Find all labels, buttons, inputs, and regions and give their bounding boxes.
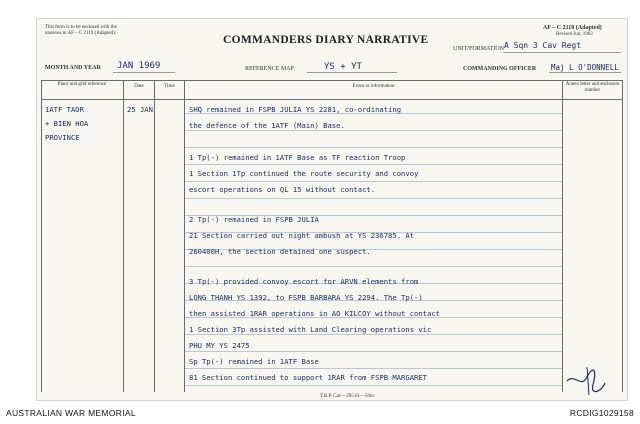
event-line: PHU MY YS 2475: [189, 341, 250, 350]
col-header-event: Event or information: [352, 84, 395, 89]
event-line: Sp Tp(-) remained in 1ATF Base: [189, 357, 319, 366]
col-header-place: Place and grid reference: [57, 82, 107, 87]
ref-map-label: REFERENCE MAP: [245, 66, 294, 72]
entry-date: 25 JAN: [127, 105, 153, 114]
event-line: 3 Tp(-) provided convoy escort for ARVN elements from: [189, 277, 419, 286]
page-title: COMMANDERS DIARY NARRATIVE: [223, 34, 429, 46]
ref-map-value: YS + YT: [324, 62, 362, 72]
event-line: escort operations on QL 15 without contact.: [189, 185, 376, 194]
enclosure-note: This form is to be enclosed with the unnexes in AF – C 2119 (Adapted).: [45, 25, 117, 36]
event-line: SHQ remained in FSPB JULIA YS 2281, co-ordinating: [189, 105, 402, 114]
event-line: then assisted 1RAR operations in AO KILCOY without contact: [189, 309, 440, 318]
month-label: MONTH AND YEAR: [45, 65, 101, 71]
revised-date: Revised Jun, 1963: [556, 32, 593, 37]
event-line: 260400H, the section detained one suspect.: [189, 247, 371, 256]
event-line: 1 Section 1Tp continued the route security and convoy: [189, 169, 419, 178]
place-line-1: 1ATF TAOR: [45, 105, 84, 114]
unit-label: UNIT/FORMATION: [453, 46, 504, 52]
officer-label: COMMANDING OFFICER: [463, 66, 537, 72]
event-line: 1 Tp(-) remained in 1ATF Base as TF reaction Troop: [189, 153, 406, 162]
event-line: 1 Section 3Tp assisted with Land Clearing operations vic: [189, 325, 432, 334]
footer-record-id: RCDIG1029158: [569, 408, 634, 418]
place-line-2: + BIEN HOA: [45, 119, 89, 128]
event-line: the defence of the 1ATF (Main) Base.: [189, 121, 345, 130]
col-header-date: Date: [134, 84, 144, 89]
footer-institution: AUSTRALIAN WAR MEMORIAL: [6, 408, 136, 418]
event-line: LONG THANH YS 1392, to FSPB BARBARA YS 2294. The Tp(-): [189, 293, 423, 302]
diary-sheet: [36, 18, 628, 401]
form-code: AF – C 2118 (Adapted): [543, 25, 602, 31]
unit-value: A Sqn 3 Cav Regt: [504, 41, 582, 50]
officer-value: Maj L O'DONNELL: [551, 63, 619, 72]
event-line: 81 Section continued to support 1RAR from FSPB MARGARET: [189, 373, 427, 382]
place-line-3: PROVINCE: [45, 133, 80, 142]
printer-note: T.B.P. Cav—295.61—50m: [320, 394, 374, 399]
event-line: 2 Tp(-) remained in FSPB JULIA: [189, 215, 319, 224]
event-line: 21 Section carried out night ambush at YS 236785. At: [189, 231, 415, 240]
month-value: JAN 1969: [117, 61, 161, 71]
col-header-time: Time: [164, 84, 175, 89]
col-header-annex: Annex letter and enclosure number: [565, 82, 620, 93]
signature-mark: [563, 363, 609, 399]
